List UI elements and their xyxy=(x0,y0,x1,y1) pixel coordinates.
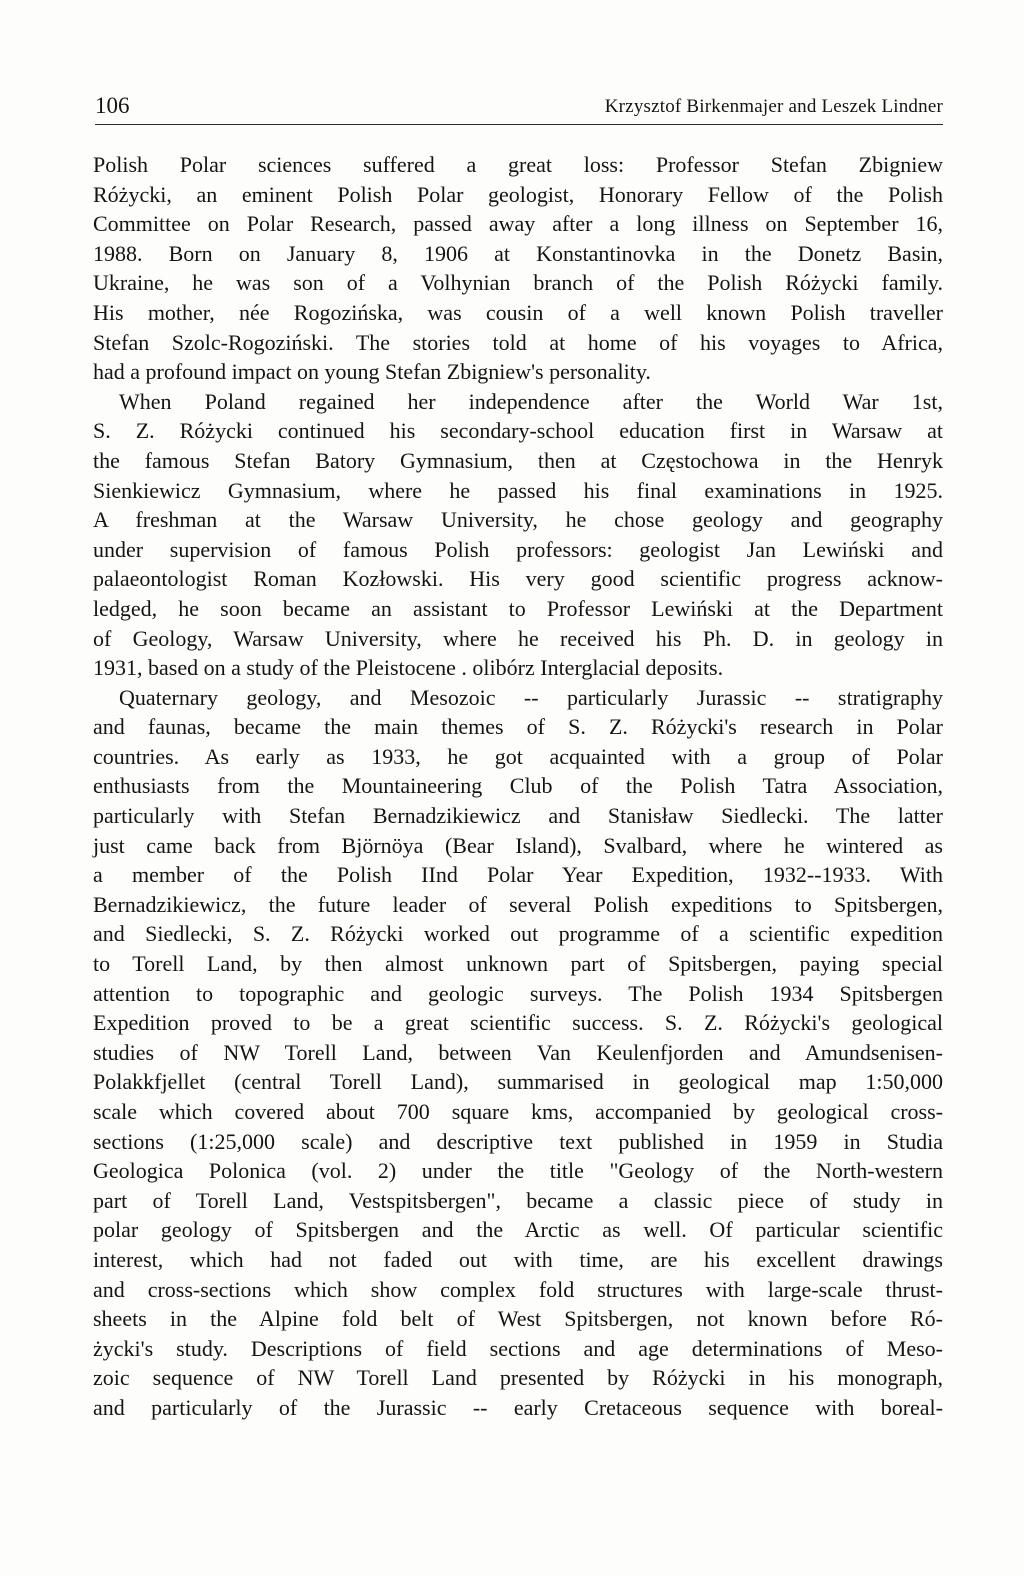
text-line: When Poland regained her independence after the World War 1st, xyxy=(119,388,943,414)
text-line: particularly with Stefan Bernadzikiewicz and Stanisław Siedlecki. The latter xyxy=(93,803,943,829)
text-line: enthusiasts from the Mountaineering Club of the Polish Tatra Association, xyxy=(93,773,943,799)
text-line: 1988. Born on January 8, 1906 at Konstantinovka in the Donetz Basin, xyxy=(93,240,943,266)
text-line: Bernadzikiewicz, the future leader of several Polish expeditions to Spitsbergen, xyxy=(93,891,943,917)
text-line: and particularly of the Jurassic -- early Cretaceous sequence with boreal- xyxy=(93,1394,943,1420)
text-line: Expedition proved to be a great scientific success. S. Z. Różycki's geological xyxy=(93,1010,943,1036)
text-line: countries. As early as 1933, he got acquainted with a group of Polar xyxy=(93,743,943,769)
text-line: Polish Polar sciences suffered a great loss: Professor Stefan Zbigniew xyxy=(93,152,943,177)
text-line: and faunas, became the main themes of S. Z. Różycki's research in Polar xyxy=(93,714,943,740)
text-line: A freshman at the Warsaw University, he chose geology and geography xyxy=(93,507,943,533)
text-line: 1931, based on a study of the Pleistocene . olibórz Interglacial deposits. xyxy=(93,655,724,681)
text-line: the famous Stefan Batory Gymnasium, then at Częstochowa in the Henryk xyxy=(93,447,943,473)
body-text xyxy=(93,150,943,1423)
text-line: studies of NW Torell Land, between Van Keulenfjorden and Amundsenisen- xyxy=(93,1039,943,1065)
text-line: under supervision of famous Polish professors: geologist Jan Lewiński and xyxy=(93,536,943,562)
text-line: Quaternary geology, and Mesozoic -- particularly Jurassic -- stratigraphy xyxy=(119,684,943,710)
text-line: palaeontologist Roman Kozłowski. His very good scientific progress acknow- xyxy=(93,566,943,592)
text-line: scale which covered about 700 square kms, accompanied by geological cross- xyxy=(93,1099,943,1124)
running-head-authors: Krzysztof Birkenmajer and Leszek Lindner xyxy=(604,96,943,117)
text-line: sheets in the Alpine fold belt of West Spitsbergen, not known before Ró- xyxy=(93,1306,943,1332)
text-line: Stefan Szolc-Rogoziński. The stories told at home of his voyages to Africa, xyxy=(93,329,943,355)
text-line: and Siedlecki, S. Z. Różycki worked out programme of a scientific expedition xyxy=(93,921,943,947)
text-line: sections (1:25,000 scale) and descriptive text published in 1959 in Studia xyxy=(93,1128,943,1154)
text-line: życki's study. Descriptions of field sections and age determinations of Meso- xyxy=(93,1335,943,1361)
text-line: attention to topographic and geologic surveys. The Polish 1934 Spitsbergen xyxy=(93,980,943,1006)
text-line: polar geology of Spitsbergen and the Arctic as well. Of particular scientific xyxy=(93,1217,943,1243)
text-line: of Geology, Warsaw University, where he received his Ph. D. in geology in xyxy=(93,625,943,651)
text-line: S. Z. Różycki continued his secondary-school education first in Warsaw at xyxy=(93,418,943,444)
text-line: a member of the Polish IInd Polar Year Expedition, 1932--1933. With xyxy=(93,862,943,888)
text-line: ledged, he soon became an assistant to Professor Lewiński at the Department xyxy=(93,595,943,621)
text-line: interest, which had not faded out with time, are his excellent drawings xyxy=(93,1246,943,1272)
running-header xyxy=(95,92,943,125)
text-line: just came back from Björnöya (Bear Island), Svalbard, where he wintered as xyxy=(93,832,943,858)
text-line: Ukraine, he was son of a Volhynian branch of the Polish Różycki family. xyxy=(93,270,943,296)
text-line: and cross-sections which show complex fold structures with large-scale thrust- xyxy=(93,1276,943,1302)
text-line: Różycki, an eminent Polish Polar geologist, Honorary Fellow of the Polish xyxy=(93,181,943,207)
text-line: Sienkiewicz Gymnasium, where he passed his final examinations in 1925. xyxy=(93,477,943,503)
text-line: Committee on Polar Research, passed away after a long illness on September 16, xyxy=(93,211,943,237)
text-line: had a profound impact on young Stefan Zbigniew's personality. xyxy=(93,359,651,385)
text-line: His mother, née Rogozińska, was cousin of a well known Polish traveller xyxy=(93,299,943,325)
text-line: Polakkfjellet (central Torell Land), summarised in geological map 1:50,000 xyxy=(93,1069,943,1095)
text-line: Geologica Polonica (vol. 2) under the title "Geology of the North-western xyxy=(93,1158,943,1184)
page-number: 106 xyxy=(95,93,130,118)
text-line: to Torell Land, by then almost unknown part of Spitsbergen, paying special xyxy=(93,951,943,977)
text-line: zoic sequence of NW Torell Land presented by Różycki in his monograph, xyxy=(93,1365,943,1391)
text-line: part of Torell Land, Vestspitsbergen", became a classic piece of study in xyxy=(93,1187,943,1213)
